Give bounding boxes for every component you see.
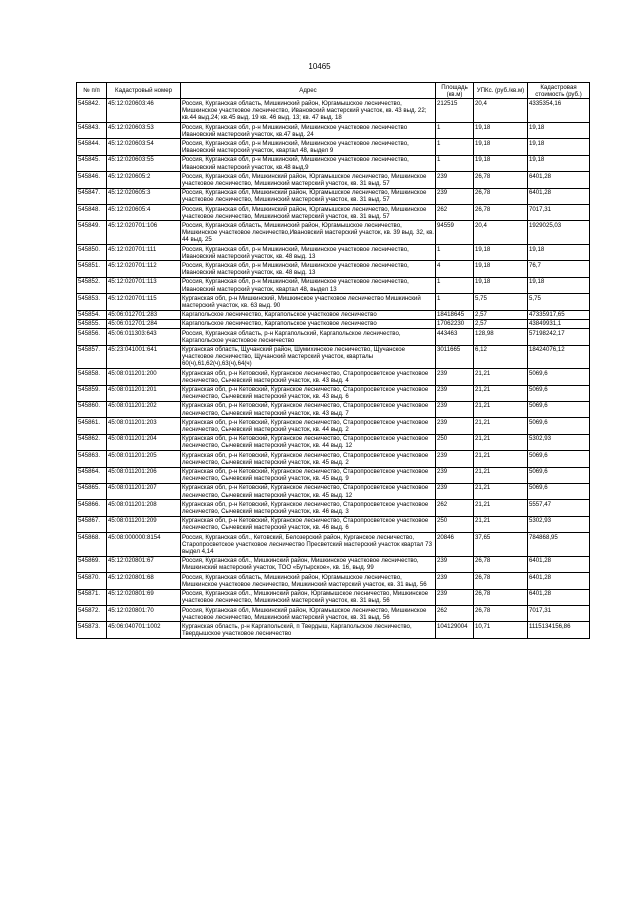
table-row	[77, 294, 590, 310]
cell-row-number: 545850.	[77, 245, 107, 261]
cell-cadastral-cost: 5302,93	[528, 516, 590, 532]
cell-area: 239	[436, 385, 474, 401]
header-cost: Кадастровая стоимость (руб.)	[528, 83, 590, 99]
cell-cadastral-number: 45:08:011201:204	[107, 434, 181, 450]
cell-area: 262	[436, 606, 474, 622]
cell-row-number: 545860.	[77, 401, 107, 417]
cell-address: Россия, Курганская обл, р-н Мишкинский, Мишкинское участковое лесничество, Ивановский мастерский участок, квартал 48, выдел 9	[181, 139, 436, 155]
cell-cadastral-cost: 6401,28	[528, 573, 590, 589]
cell-address: Курганская обл, р-н Кетовский, Курганское лесничество, Старопросветское участковое лесничество, Сычевский мастерский участок, кв. 45 выд. 2	[181, 451, 436, 467]
cell-upks: 19,18	[474, 155, 528, 171]
cell-upks: 21,21	[474, 516, 528, 532]
cell-cadastral-number: 45:08:011201:200	[107, 369, 181, 385]
cell-area: 239	[436, 401, 474, 417]
cell-area: 1	[436, 245, 474, 261]
table-row	[77, 139, 590, 155]
table-row	[77, 573, 590, 589]
cell-row-number: 545845.	[77, 155, 107, 171]
cell-row-number: 545843.	[77, 123, 107, 139]
cell-row-number: 545848.	[77, 205, 107, 221]
cell-upks: 26,78	[474, 188, 528, 204]
cell-area: 239	[436, 573, 474, 589]
cell-area: 239	[436, 451, 474, 467]
cell-upks: 2,57	[474, 310, 528, 319]
cadastral-table	[76, 82, 590, 639]
cell-upks: 21,21	[474, 434, 528, 450]
cell-address: Россия, Курганская обл., Кетовский, Белозерский район, Курганское лесничество, Старопросветское участковое лесничество Пресветский мастерский участок квартал 73 выдел 4,14	[181, 533, 436, 557]
cell-cadastral-number: 45:08:011201:207	[107, 483, 181, 499]
cell-cadastral-cost: 19,18	[528, 123, 590, 139]
table-header	[77, 83, 590, 99]
cell-cadastral-number: 45:06:011303:643	[107, 329, 181, 345]
cell-cadastral-number: 45:12:020801:70	[107, 606, 181, 622]
cell-upks: 26,78	[474, 205, 528, 221]
table-row	[77, 221, 590, 245]
cell-cadastral-number: 45:08:011201:206	[107, 467, 181, 483]
cell-cadastral-cost: 5557,47	[528, 500, 590, 516]
cell-area: 262	[436, 500, 474, 516]
cell-address: Россия, Курганская обл, р-н Мишкинский, Мишкинское участковое лесничество Ивановский мастерский участок, кв.47 выд. 24	[181, 123, 436, 139]
cell-cadastral-cost: 5069,6	[528, 467, 590, 483]
cell-cadastral-cost: 784868,95	[528, 533, 590, 557]
cell-cadastral-cost: 6401,28	[528, 589, 590, 605]
table-row	[77, 533, 590, 557]
cell-cadastral-cost: 43849931,1	[528, 319, 590, 328]
table-row	[77, 401, 590, 417]
cell-row-number: 545857.	[77, 345, 107, 369]
cell-address: Россия, Курганская область, Мишкинский район, Юргамышское лесничество, Мишкинское участковое лесничество, Ивановский мастерский участок, кв. 43 выд. 22; кв.44 выд.24; кв.45 выд. 19 кв. 46 выд. 13; кв. 47 выд. 18	[181, 99, 436, 123]
cell-address: Россия, Курганская обл, р-н Мишкинский, Мишкинское участковое лесничество, Ивановский мастерский участок, кв. 48 выд. 13	[181, 245, 436, 261]
cell-cadastral-number: 45:12:020603:46	[107, 99, 181, 123]
cell-cadastral-cost: 76,7	[528, 261, 590, 277]
cell-address: Россия, Курганская обл, Мишкинский район, Юргамышское лесничество, Мишкинское участковое лесничество, Мишкинский мастерский участок, кв. 31 выд. 56	[181, 606, 436, 622]
cell-address: Россия, Курганская обл, р-н Мишкинский, Мишкинское участковое лесничество, Ивановский мастерский участок, кв.48 выд.9	[181, 155, 436, 171]
cell-row-number: 545862.	[77, 434, 107, 450]
cell-cadastral-number: 45:08:011201:201	[107, 385, 181, 401]
table-row	[77, 622, 590, 638]
cell-area: 262	[436, 205, 474, 221]
cell-upks: 21,21	[474, 401, 528, 417]
cell-cadastral-number: 45:12:020605:2	[107, 172, 181, 188]
cell-area: 1	[436, 155, 474, 171]
table-row	[77, 310, 590, 319]
cell-address: Курганская обл, р-н Кетовский, Курганское лесничество, Старопросветское участковое лесничество, Сычевский мастерский участок, кв. 43 выд. 6	[181, 385, 436, 401]
cell-address: Россия, Курганская обл, Мишкинский район, Юргамышское лесничество, Мишкинское участковое лесничество, Мишкинский мастерский участок, кв. 31 выд. 57	[181, 172, 436, 188]
cell-row-number: 545859.	[77, 385, 107, 401]
cell-cadastral-cost: 19,18	[528, 245, 590, 261]
table-body	[77, 99, 590, 638]
table-row	[77, 205, 590, 221]
cell-cadastral-number: 45:12:020801:67	[107, 556, 181, 572]
cell-area: 239	[436, 589, 474, 605]
table-row	[77, 188, 590, 204]
cell-cadastral-cost: 5069,6	[528, 451, 590, 467]
cell-row-number: 545855.	[77, 319, 107, 328]
cell-cadastral-cost: 7017,31	[528, 205, 590, 221]
table-row	[77, 467, 590, 483]
table-row	[77, 385, 590, 401]
cell-cadastral-number: 45:06:012701:283	[107, 310, 181, 319]
cell-address: Курганская обл, р-н Кетовский, Курганское лесничество, Старопросветское участковое лесничество, Сычевский мастерский участок, кв. 46 выд. 3	[181, 500, 436, 516]
cell-row-number: 545842.	[77, 99, 107, 123]
cell-cadastral-cost: 57198242,17	[528, 329, 590, 345]
cell-area: 239	[436, 483, 474, 499]
cell-cadastral-cost: 5302,93	[528, 434, 590, 450]
cell-area: 250	[436, 434, 474, 450]
cell-address: Курганская обл, р-н Кетовский, Курганское лесничество, Старопросветское участковое лесничество, Сычевский мастерский участок, кв. 44 выд. 2	[181, 418, 436, 434]
cell-cadastral-number: 45:23:041001:641	[107, 345, 181, 369]
cell-area: 4	[436, 261, 474, 277]
cell-cadastral-number: 45:12:020603:55	[107, 155, 181, 171]
cell-cadastral-cost: 5069,6	[528, 369, 590, 385]
cell-area: 239	[436, 418, 474, 434]
cell-address: Курганская обл, р-н Кетовский, Курганское лесничество, Старопросветское участковое лесничество, Сычевский мастерский участок, кв. 45 выд. 12	[181, 483, 436, 499]
table-row	[77, 606, 590, 622]
cell-row-number: 545868.	[77, 533, 107, 557]
cell-upks: 19,18	[474, 139, 528, 155]
cell-row-number: 545852.	[77, 277, 107, 293]
cell-area: 212515	[436, 99, 474, 123]
cell-upks: 37,65	[474, 533, 528, 557]
cell-row-number: 545873.	[77, 622, 107, 638]
cell-upks: 21,21	[474, 467, 528, 483]
cell-cadastral-number: 45:08:011201:203	[107, 418, 181, 434]
header-address: Адрес	[181, 83, 436, 99]
cell-upks: 10,71	[474, 622, 528, 638]
table-row	[77, 589, 590, 605]
table-row	[77, 123, 590, 139]
cell-area: 239	[436, 467, 474, 483]
cell-cadastral-number: 45:12:020701:111	[107, 245, 181, 261]
header-area: Площадь (кв.м)	[436, 83, 474, 99]
cell-address: Россия, Курганская область, Мишкинский район, Юргамышское лесничество, Мишкинское участковое лесничество,Ивановский мастерский участок, кв. 39 выд. 32, кв. 44 выд. 25	[182, 221, 434, 244]
cell-upks: 19,18	[474, 277, 528, 293]
cell-cadastral-number: 45:12:020801:69	[107, 589, 181, 605]
cell-row-number: 545872.	[77, 606, 107, 622]
cell-address: Курганская обл, р-н Кетовский, Курганское лесничество, Старопросветское участковое лесничество, Сычевский мастерский участок, кв. 43 выд. 4	[181, 369, 436, 385]
table-row	[77, 345, 590, 369]
cell-area: 239	[436, 188, 474, 204]
cell-upks: 5,75	[474, 294, 528, 310]
cell-area: 104129004	[436, 622, 474, 638]
cell-upks: 26,78	[474, 172, 528, 188]
cell-cadastral-number: 45:12:020605:3	[107, 188, 181, 204]
cell-cadastral-cost: 47335917,65	[528, 310, 590, 319]
cell-cadastral-number: 45:12:020701:112	[107, 261, 181, 277]
cell-area: 1	[436, 277, 474, 293]
cell-area: 1	[436, 139, 474, 155]
cell-address: Каргапольское лесничество, Каргапольское участковое лесничество	[181, 319, 436, 328]
cell-area: 250	[436, 516, 474, 532]
cell-row-number: 545870.	[77, 573, 107, 589]
cell-row-number: 545854.	[77, 310, 107, 319]
cell-cadastral-cost: 6401,28	[528, 188, 590, 204]
header-num: № п/п	[77, 83, 107, 99]
cell-cadastral-number: 45:08:000000:8154	[107, 533, 181, 557]
cell-area: 20846	[436, 533, 474, 557]
cell-row-number: 545869.	[77, 556, 107, 572]
cell-cadastral-cost: 19,18	[528, 139, 590, 155]
cell-upks: 6,12	[474, 345, 528, 369]
cell-row-number: 545865.	[77, 483, 107, 499]
cell-upks: 26,78	[474, 556, 528, 572]
cell-address: Россия, Курганская обл, Мишкинский район, Юргамышское лесничество, Мишкинское участковое лесничество, Мишкинский мастерский участок, кв. 31 выд. 57	[181, 205, 436, 221]
table-row	[77, 483, 590, 499]
cell-cadastral-cost: 6401,28	[528, 556, 590, 572]
cell-upks: 21,21	[474, 418, 528, 434]
cell-upks: 19,18	[474, 261, 528, 277]
cell-upks: 26,78	[474, 589, 528, 605]
cell-upks: 2,57	[474, 319, 528, 328]
header-cadastral: Кадастровый номер	[107, 83, 181, 99]
cell-row-number: 545871.	[77, 589, 107, 605]
cell-cadastral-cost: 1115134156,86	[528, 622, 590, 638]
cell-cadastral-number: 45:12:020701:106	[107, 221, 181, 245]
cell-area: 1	[436, 294, 474, 310]
cell-cadastral-number: 45:12:020603:54	[107, 139, 181, 155]
cell-upks: 19,18	[474, 123, 528, 139]
table-row	[77, 556, 590, 572]
cell-area: 239	[436, 172, 474, 188]
cell-address: Курганская обл, р-н Мишкинский, Мишкинское участковое лесничество Мишкинский мастерский участок, кв. 63 выд. 90	[181, 294, 436, 310]
cell-area: 17062230	[436, 319, 474, 328]
cell-upks: 26,78	[474, 606, 528, 622]
cell-row-number: 545846.	[77, 172, 107, 188]
cell-upks: 21,21	[474, 500, 528, 516]
cell-row-number: 545851.	[77, 261, 107, 277]
cell-address: Россия, Курганская обл, р-н Мишкинский, Мишкинское участковое лесничество, Ивановский мастерский участок, квартал 48, выдел 13	[181, 277, 436, 293]
cell-address: Курганская область, р-н Каргапольский, п Твердыш, Каргапольское лесничество, Твердышское участковое лесничество	[181, 622, 436, 638]
cell-row-number: 545849.	[77, 221, 107, 245]
cell-cadastral-cost: 5,75	[528, 294, 590, 310]
table-row	[77, 418, 590, 434]
cell-address: Курганская обл, р-н Кетовский, Курганское лесничество, Старопросветское участковое лесничество, Сычевский мастерский участок, кв. 44 выд. 12	[181, 434, 436, 450]
cell-cadastral-number: 45:08:011201:208	[107, 500, 181, 516]
table-row	[77, 319, 590, 328]
cell-address: Курганская область, Щучанский район, Шумихинское лесничество, Щучанское участковое лесничество, Щучанский мастерский участок, кварталы 60(ч),61,62(ч),63(ч),64(ч)	[181, 345, 436, 369]
cell-cadastral-cost: 18424076,12	[528, 345, 590, 369]
cell-upks: 20,4	[474, 221, 528, 245]
cell-cadastral-cost: 5069,6	[528, 385, 590, 401]
cell-cadastral-cost: 19,18	[528, 277, 590, 293]
cell-area: 3011665	[436, 345, 474, 369]
cell-row-number: 545858.	[77, 369, 107, 385]
cell-cadastral-cost: 1929025,03	[528, 221, 590, 245]
cell-upks: 128,98	[474, 329, 528, 345]
cell-upks: 21,21	[474, 451, 528, 467]
cell-cadastral-number: 45:08:011201:202	[107, 401, 181, 417]
cell-cadastral-number: 45:12:020701:113	[107, 277, 181, 293]
table-row	[77, 451, 590, 467]
cell-cadastral-cost: 5069,6	[528, 401, 590, 417]
cell-cadastral-cost: 4335354,16	[528, 99, 590, 123]
cell-area: 443463	[436, 329, 474, 345]
cell-upks: 20,4	[474, 99, 528, 123]
cell-area: 239	[436, 369, 474, 385]
cell-row-number: 545863.	[77, 451, 107, 467]
table-row	[77, 434, 590, 450]
cell-upks: 21,21	[474, 385, 528, 401]
cell-row-number: 545844.	[77, 139, 107, 155]
cell-cadastral-cost: 5069,6	[528, 418, 590, 434]
cell-address: Россия, Курганская обл, р-н Мишкинский, Мишкинское участковое лесничество, Ивановский мастерский участок, кв. 48 выд. 13	[181, 261, 436, 277]
cell-address: Россия, Курганская обл, Мишкинский район, Юргамышское лесничество, Мишкинское участковое лесничество, Мишкинский мастерский участок, кв. 31 выд. 57	[181, 188, 436, 204]
cell-cadastral-number: 45:12:020603:53	[107, 123, 181, 139]
cell-upks: 26,78	[474, 573, 528, 589]
cell-cadastral-number: 45:08:011201:209	[107, 516, 181, 532]
cell-upks: 21,21	[474, 483, 528, 499]
cell-row-number: 545867.	[77, 516, 107, 532]
cell-upks: 19,18	[474, 245, 528, 261]
table-row	[77, 245, 590, 261]
cell-address: Россия, Курганская обл., Мишкинский район, Мишкинское участковое лесничество, Мишкинский мастерский участок, ТОО «Бутырское», кв. 16, выд. 99	[181, 556, 436, 572]
cell-row-number: 545861.	[77, 418, 107, 434]
cell-cadastral-cost: 7017,31	[528, 606, 590, 622]
cell-cadastral-cost: 6401,28	[528, 172, 590, 188]
cell-address: Россия, Курганская обл., Мишкинский район, Юргамышское лесничество, Мишкинское участковое лесничество, Мишкинский мастерский участок, кв. 31 выд. 56	[181, 589, 436, 605]
cell-cadastral-number: 45:06:040701:1002	[107, 622, 181, 638]
cell-address: Каргапольское лесничество, Каргапольское участковое лесничество	[181, 310, 436, 319]
cell-row-number: 545847.	[77, 188, 107, 204]
table-row	[77, 500, 590, 516]
cell-cadastral-cost: 5069,6	[528, 483, 590, 499]
page-number: 10465	[308, 62, 331, 71]
cell-area: 18418645	[436, 310, 474, 319]
cell-address: Курганская обл, р-н Кетовский, Курганское лесничество, Старопросветское участковое лесничество, Сычевский мастерский участок, кв. 46 выд. 6	[181, 516, 436, 532]
table-row	[77, 99, 590, 123]
cell-cadastral-number: 45:06:012701:284	[107, 319, 181, 328]
table-row	[77, 369, 590, 385]
cell-address: Курганская обл, р-н Кетовский, Курганское лесничество, Старопросветское участковое лесничество, Сычевский мастерский участок, кв. 43 выд. 7	[181, 401, 436, 417]
cell-cadastral-cost: 19,18	[528, 155, 590, 171]
cell-cadastral-number: 45:08:011201:205	[107, 451, 181, 467]
cell-address: Россия, Курганская область, Мишкинский район, Юргамышское лесничество, Мишкинское участковое лесничество, Мишкинский мастерский участок, кв. 31 выд. 56	[181, 573, 436, 589]
cell-area: 239	[436, 556, 474, 572]
cell-row-number: 545866.	[77, 500, 107, 516]
cell-cadastral-number: 45:12:020801:68	[107, 573, 181, 589]
table-row	[77, 172, 590, 188]
cell-row-number: 545856.	[77, 329, 107, 345]
table-row	[77, 277, 590, 293]
cell-address: Курганская обл, р-н Кетовский, Курганское лесничество, Старопросветское участковое лесничество, Сычевский мастерский участок, кв. 45 выд. 9	[181, 467, 436, 483]
cell-area: 94559	[436, 221, 474, 245]
header-upks: УПКс. (руб./кв.м)	[474, 83, 528, 99]
cell-row-number: 545853.	[77, 294, 107, 310]
table-row	[77, 516, 590, 532]
cell-upks: 21,21	[474, 369, 528, 385]
cell-cadastral-number: 45:12:020701:115	[107, 294, 181, 310]
cell-row-number: 545864.	[77, 467, 107, 483]
table-row	[77, 261, 590, 277]
cell-area: 1	[436, 123, 474, 139]
cell-cadastral-number: 45:12:020605:4	[107, 205, 181, 221]
cell-address: Россия, Курганская область, р-н Каргапольский, Каргапольское лесничество, Каргапольское участковое лесничество	[181, 329, 436, 345]
table-row	[77, 155, 590, 171]
table-row	[77, 329, 590, 345]
